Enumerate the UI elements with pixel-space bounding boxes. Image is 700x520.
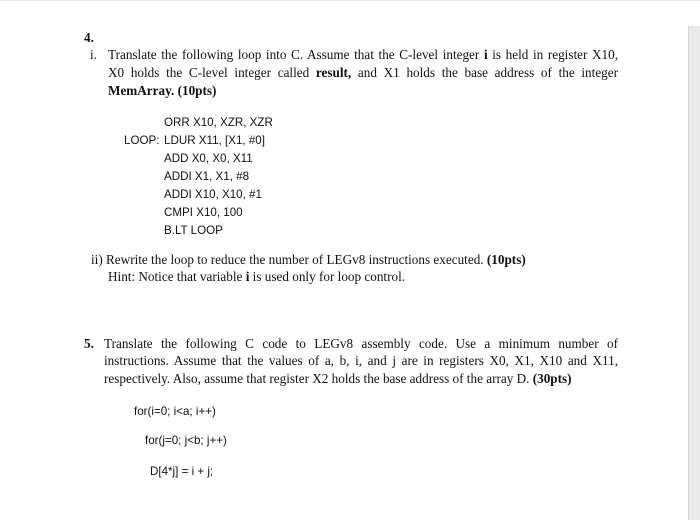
question-5-number: 5. bbox=[84, 336, 94, 351]
result-term: result, bbox=[315, 65, 352, 80]
code-line-6: CMPI X10, 100 bbox=[164, 206, 243, 219]
c-code-line-2: for(j=0; j<b; j++) bbox=[145, 434, 227, 447]
part-i-line-1 bbox=[108, 47, 618, 63]
code-line-5: ADDI X10, X10, #1 bbox=[164, 188, 262, 201]
part-i-marker: i. bbox=[90, 47, 97, 62]
vertical-scrollbar[interactable] bbox=[688, 26, 700, 520]
memarray-term: MemArray. bbox=[108, 83, 175, 98]
part-i-line-3 bbox=[108, 83, 216, 99]
loop-label: LOOP: bbox=[124, 134, 160, 147]
variable-i: i bbox=[483, 47, 488, 62]
q5-line-1: Translate the following C code to LEGv8 assembly code. Use a minimum number of bbox=[104, 336, 618, 351]
part-ii-hint bbox=[108, 269, 405, 285]
part-i-line-2-start: X0 holds the C-level integer called bbox=[108, 65, 310, 80]
question-4-number: 4. bbox=[84, 30, 94, 45]
code-line-7: B.LT LOOP bbox=[164, 224, 223, 237]
top-border bbox=[0, 0, 700, 1]
hint-variable-i: i bbox=[245, 269, 250, 284]
part-i-line-2 bbox=[108, 65, 618, 81]
code-line-4: ADDI X1, X1, #8 bbox=[164, 170, 250, 183]
hint-start: Hint: Notice that variable bbox=[108, 269, 243, 284]
c-code-line-3: D[4*j] = i + j; bbox=[150, 465, 214, 478]
part-ii-points: (10pts) bbox=[486, 252, 526, 267]
q5-points: (30pts) bbox=[532, 371, 572, 386]
part-ii-line-1 bbox=[91, 252, 526, 268]
part-i-line-1-text: Translate the following loop into C. Assume that the C-level integer bbox=[108, 47, 480, 62]
code-line-1: ORR X10, XZR, XZR bbox=[164, 116, 273, 129]
part-ii-text: ii) Rewrite the loop to reduce the number of LEGv8 instructions executed. bbox=[91, 252, 484, 267]
code-line-2: LDUR X11, [X1, #0] bbox=[164, 134, 265, 147]
q5-line-3 bbox=[104, 371, 572, 387]
part-i-line-1-end: is held in register X10, bbox=[492, 47, 619, 62]
q5-line-2: instructions. Assume that the values of a, b, i, and j are in registers X0, X1, X10 and X11, bbox=[104, 353, 618, 368]
q5-line-3-text: respectively. Also, assume that register X2 holds the base address of the array D. bbox=[104, 371, 530, 386]
part-i-line-2-end: and X1 holds the base address of the integer bbox=[357, 65, 619, 80]
hint-end: is used only for loop control. bbox=[252, 269, 406, 284]
part-i-points: (10pts) bbox=[177, 83, 217, 98]
code-line-3: ADD X0, X0, X11 bbox=[164, 152, 253, 165]
c-code-line-1: for(i=0; i<a; i++) bbox=[134, 405, 216, 418]
